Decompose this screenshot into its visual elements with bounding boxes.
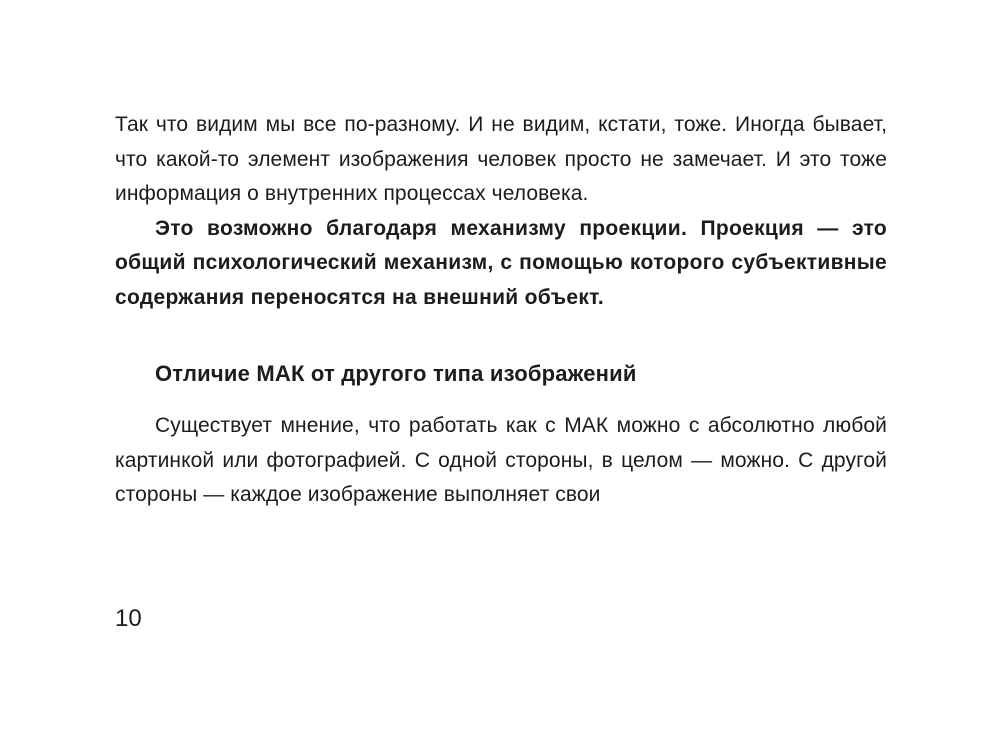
page-body (115, 108, 887, 513)
section-heading: Отличие МАК от другого типа изображений (155, 361, 637, 386)
page-number: 10 (115, 605, 142, 632)
paragraph-perception: Так что видим мы все по-разному. И не видим, кстати, тоже. Иногда бывает, что какой-то элемент изображения человек просто не замечает. И это тоже информация о внутренних процессах человека. (115, 113, 887, 205)
paragraph-projection: Это возможно благодаря механизму проекции. Проекция — это общий психологический механизм, с помощью которого субъективные содержания переносятся на внешний объект. (115, 216, 887, 309)
paragraph-mak-difference: Существует мнение, что работать как с МАК можно с абсолютно любой картинкой или фотографией. С одной стороны, в целом — можно. С другой стороны — каждое изображение выполняет свои (115, 414, 887, 506)
